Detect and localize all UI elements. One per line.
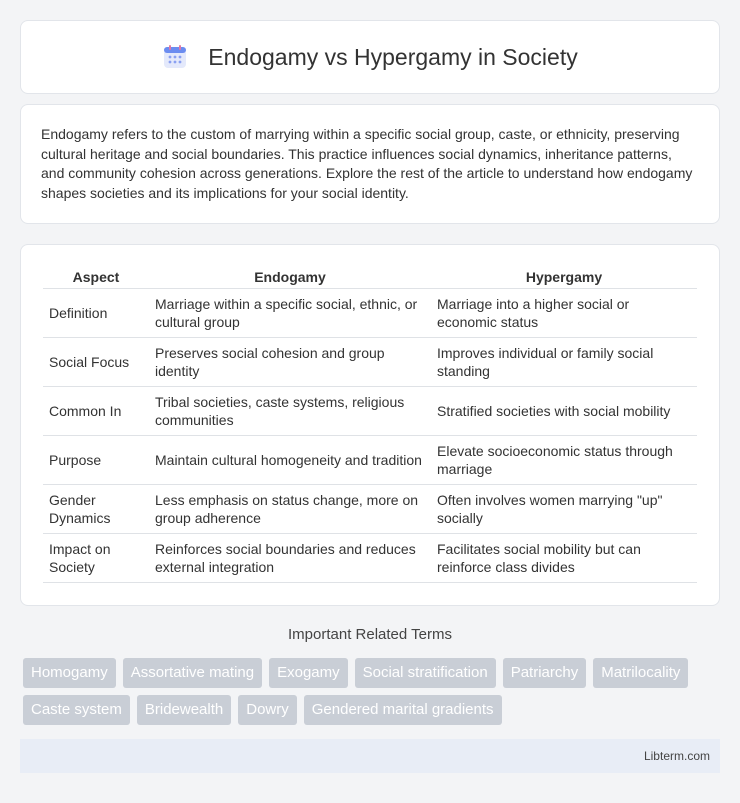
footer [20,739,720,773]
table-row [43,436,697,485]
tag-patriarchy[interactable]: Patriarchy [503,658,587,688]
table-row [43,387,697,436]
table-row [43,485,697,534]
tag-gendered-marital-gradients[interactable]: Gendered marital gradients [304,695,502,725]
table-row [43,338,697,387]
table-cell: Social Focus [43,338,149,387]
page-title: Endogamy vs Hypergamy in Society [208,43,578,70]
related-terms-list [23,658,723,725]
tag-bridewealth[interactable]: Bridewealth [137,695,231,725]
table-cell: Maintain cultural homogeneity and tradition [149,436,431,485]
footer-brand[interactable]: Libterm.com [643,749,710,763]
table-cell: Improves individual or family social standing [431,338,697,387]
table-cell: Common In [43,387,149,436]
table-cell: Facilitates social mobility but can reinforce class divides [431,534,697,583]
table-cell: Gender Dynamics [43,485,149,534]
column-header-aspect: Aspect [43,263,149,289]
tag-caste-system[interactable]: Caste system [23,695,130,725]
table-cell: Less emphasis on status change, more on group adherence [149,485,431,534]
column-header-endogamy: Endogamy [149,263,431,289]
tag-dowry[interactable]: Dowry [238,695,297,725]
related-terms-heading: Important Related Terms [288,626,452,643]
tag-matrilocality[interactable]: Matrilocality [593,658,688,688]
table-cell: Preserves social cohesion and group identity [149,338,431,387]
header-card [20,20,720,94]
tag-social-stratification[interactable]: Social stratification [355,658,496,688]
table-header-row [43,263,697,289]
comparison-table [43,263,697,583]
table-row [43,289,697,338]
table-cell: Stratified societies with social mobility [431,387,697,436]
table-cell: Marriage into a higher social or economic status [431,289,697,338]
title-wrap [162,44,577,71]
intro-card [20,104,720,224]
table-row [43,534,697,583]
column-header-hypergamy: Hypergamy [431,263,697,289]
calendar-icon [162,44,188,70]
table-cell: Tribal societies, caste systems, religious communities [149,387,431,436]
intro-paragraph: Endogamy refers to the custom of marrying within a specific social group, caste, or ethnicity, preserving cultural heritage and social boundaries. This practice influences social dynamics, inheritance patterns, and community cohesion across generations. Explore the rest of the article to understand how endogamy shapes societies and its implications for your social identity. [41,126,693,201]
tag-exogamy[interactable]: Exogamy [269,658,348,688]
comparison-table-card [20,244,720,606]
tag-assortative-mating[interactable]: Assortative mating [123,658,262,688]
table-cell: Elevate socioeconomic status through marriage [431,436,697,485]
table-cell: Marriage within a specific social, ethnic, or cultural group [149,289,431,338]
tag-homogamy[interactable]: Homogamy [23,658,116,688]
table-cell: Definition [43,289,149,338]
table-cell: Purpose [43,436,149,485]
table-cell: Impact on Society [43,534,149,583]
table-cell: Often involves women marrying "up" socially [431,485,697,534]
table-cell: Reinforces social boundaries and reduces external integration [149,534,431,583]
